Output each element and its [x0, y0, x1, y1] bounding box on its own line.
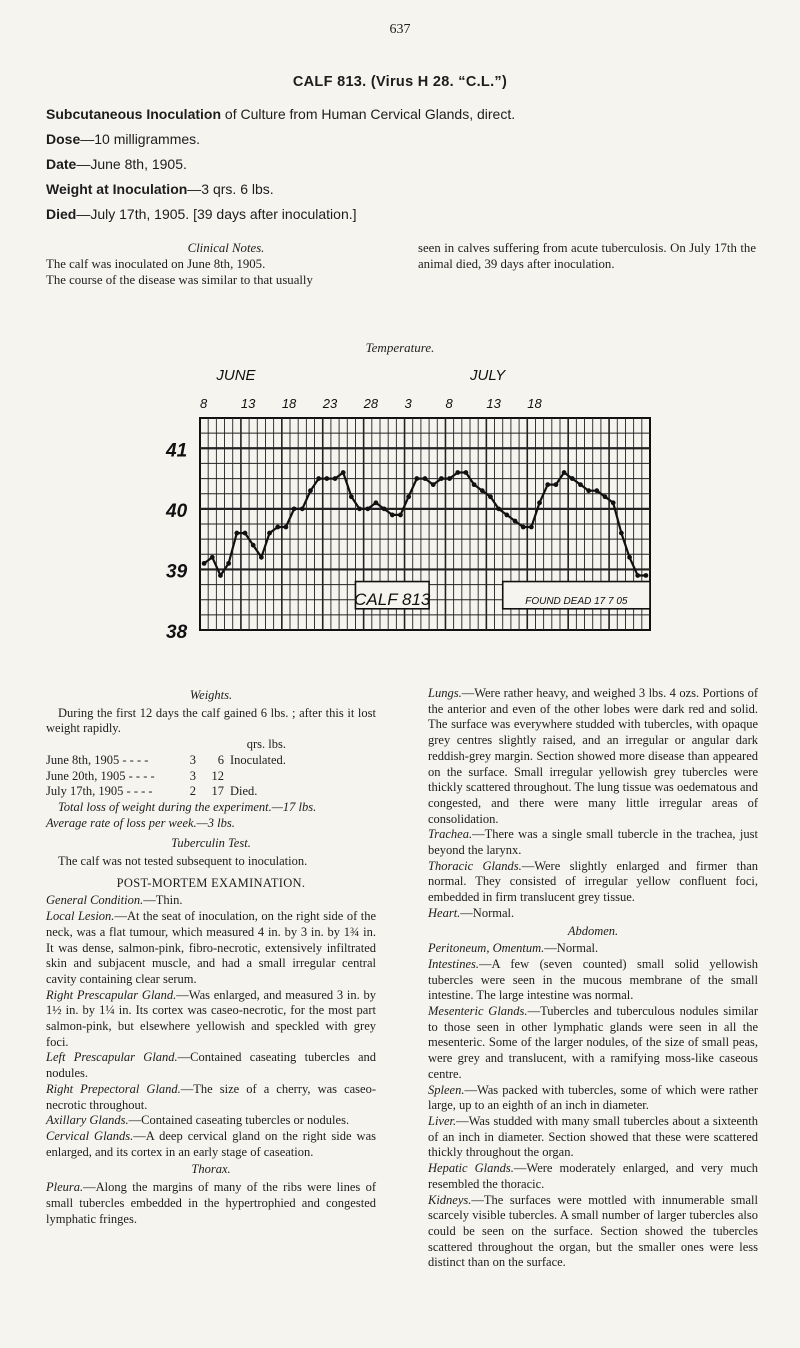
x-tick-label: 13 [486, 396, 501, 411]
spleen: Spleen.—Was packed with tubercles, some of which were rather large, up to an eighth of an inch in diameter. [428, 1082, 758, 1113]
weights-row: June 20th, 1905 - - - - 3 12 [46, 768, 224, 783]
x-tick-label: 8 [445, 396, 453, 411]
temperature-point [259, 555, 264, 560]
temperature-point [635, 573, 640, 578]
temperature-point [627, 555, 632, 560]
temperature-point [488, 494, 493, 499]
trachea: Trachea.—There was a single small tubercle in the trachea, just beyond the larynx. [428, 827, 758, 858]
meta-weight: Weight at Inoculation—3 qrs. 6 lbs. [46, 181, 274, 197]
temperature-point [504, 513, 509, 518]
temperature-point [308, 488, 313, 493]
weights-row: July 17th, 1905 - - - - 2 17 Died. [46, 784, 258, 799]
x-tick-label: 18 [281, 396, 297, 411]
temperature-point [243, 531, 248, 536]
tuberculin-text: The calf was not tested subsequent to inoculation. [58, 854, 308, 869]
x-tick-label: 3 [404, 396, 412, 411]
meta-dose: Dose—10 milligrammes. [46, 131, 201, 147]
meta-date: Date—June 8th, 1905. [46, 156, 187, 172]
clinical-notes-line: The calf was inoculated on June 8th, 1905. [46, 257, 266, 271]
right-prepectoral: Right Prepectoral Gland.—The size of a cherry, was caseo-necrotic throughout. [46, 1081, 376, 1112]
y-tick-label: 39 [166, 561, 188, 583]
temperature-point [611, 500, 616, 505]
temperature-point [210, 555, 215, 560]
temperature-point [578, 482, 583, 487]
total-loss: Total loss of weight during the experiment.—17 lbs. [58, 799, 317, 814]
clinical-notes-left [46, 240, 406, 288]
page-title: CALF 813. (Virus H 28. “C.L.”) [292, 74, 508, 90]
temperature-point [537, 500, 542, 505]
temperature-point [324, 476, 329, 481]
temperature-point [545, 482, 550, 487]
pleura: Pleura.—Along the margins of many of the ribs were lines of small tubercles embedded in the hypertrophied and congested lymphatic fringes. [46, 1180, 376, 1226]
temperature-point [529, 525, 534, 530]
temperature-point [594, 488, 599, 493]
temperature-point [365, 506, 370, 511]
found-dead-label: FOUND DEAD 17 7 05 [525, 595, 628, 607]
kidneys: Kidneys.—The surfaces were mottled with innumerable small scarcely visible tubercles. A small number of larger tubercles also could be seen on the surface. Section showed the tubercles scattered throughout the organ, but the smaller ones were less distinct than on the surface. [428, 1192, 758, 1270]
temperature-point [374, 500, 379, 505]
temperature-point [406, 494, 411, 499]
weights-heading: Weights. [189, 688, 233, 702]
meta-died: Died—July 17th, 1905. [39 days after inoculation.] [46, 206, 357, 222]
meta-inoculation: Subcutaneous Inoculation of Culture from Human Cervical Glands, direct. [46, 106, 516, 122]
temperature-point [267, 531, 272, 536]
temperature-point [357, 506, 362, 511]
temperature-point [390, 513, 395, 518]
right-prescapular: Right Prescapular Gland.—Was enlarged, and measured 3 in. by 1½ in. by 1¼ in. Its cortex was caseo-necrotic, for the most part salmon-pink, but elsewhere yellowish and speckled with grey foci. [46, 987, 376, 1049]
temperature-point [644, 573, 649, 578]
y-tick-label: 40 [166, 500, 188, 522]
liver: Liver.—Was studded with many small tubercles about a sixteenth of an inch in diameter. Section showed that these were scattered thickly throughout the organ. [428, 1113, 758, 1160]
temperature-point [554, 482, 559, 487]
abdomen-heading: Abdomen. [567, 923, 619, 938]
x-tick-label: 13 [240, 396, 256, 411]
cervical-glands: Cervical Glands.—A deep cervical gland on the right side was enlarged, and its cortex in an early stage of caseation. [46, 1128, 376, 1159]
temperature-point [234, 531, 239, 536]
chart-annotations [354, 582, 650, 609]
weights-cols: qrs. lbs. [246, 737, 286, 752]
temperature-point [218, 573, 223, 578]
postmortem-heading: POST-MORTEM EXAMINATION. [116, 875, 306, 890]
axillary-glands: Axillary Glands.—Contained caseating tubercles or nodules. [46, 1113, 350, 1128]
y-tick-label: 41 [166, 440, 188, 462]
temperature-point [603, 494, 608, 499]
heart: Heart.—Normal. [428, 905, 515, 920]
local-lesion: Local Lesion.—At the seat of inoculation, on the right side of the neck, was a flat tumour, which measured 4 in. by 3 in. by 1¾ in. It was dense, salmon-pink, fibro-necrotic, extensively infiltrated skin and subjacent muscle, and had a small irregular central cavity containing clear serum. [46, 909, 377, 986]
temperature-point [398, 513, 403, 518]
temperature-point [202, 561, 207, 566]
thoracic-glands: Thoracic Glands.—Were slightly enlarged and firmer than normal. They consisted of irregular yellow confluent foci, embedded in firm translucent grey tissue. [428, 858, 758, 905]
weights-row: June 8th, 1905 - - - - 3 6 Inoculated. [46, 752, 286, 767]
temperature-point [341, 470, 346, 475]
temperature-point [414, 476, 419, 481]
temperature-point [521, 525, 526, 530]
temperature-chart [0, 358, 800, 670]
y-tick-label: 38 [166, 622, 188, 643]
temperature-point [300, 506, 305, 511]
month-label: JULY [470, 367, 506, 384]
temperature-point [586, 488, 591, 493]
intestines: Intestines.—A few (seven counted) small solid yellowish tubercles were seen in the mucous membrane of the small intestine. The large intestine was normal. [428, 956, 758, 1003]
lungs: Lungs.—Were rather heavy, and weighed 3 lbs. 4 ozs. Portions of the anterior and even of the other lobes were dark red and solid. The surface was everywhere studded with tubercles, with opaque grey centres slightly raised, and an irregular or angular dark reddish-grey margin. Section showed more disease than appeared on the surface. Small irregular yellowish grey tubercles were thickly scattered throughout. The lung tissue was oedematous and congested, and there were many little irregular areas of consolidation. [428, 686, 758, 826]
general-condition: General Condition.—Thin. [46, 893, 183, 908]
month-label: JUNE [216, 367, 256, 384]
temperature-point [226, 561, 231, 566]
temperature-point [496, 506, 501, 511]
temperature-point [570, 476, 575, 481]
clinical-notes-right: seen in calves suffering from acute tuberculosis. On July 17th the animal died, 39 days after inoculation. [418, 241, 756, 271]
chart-title: Temperature. [365, 340, 435, 355]
clinical-notes-heading: Clinical Notes. [187, 241, 265, 255]
weights-intro: During the first 12 days the calf gained 6 lbs. ; after this it lost weight rapidly. [46, 705, 376, 736]
temperature-point [447, 476, 452, 481]
temperature-point [619, 531, 624, 536]
temperature-point [316, 476, 321, 481]
temperature-point [284, 525, 289, 530]
temperature-point [562, 470, 567, 475]
temperature-point [275, 525, 280, 530]
x-tick-label: 23 [322, 396, 338, 411]
mesenteric-glands: Mesenteric Glands.—Tubercles and tuberculous nodules similar to those seen in other lymphatic glands were seen in all the mesenteric. Some of the larger nodules, of the size of small peas, were grey and translucent, with a ramifying moss-like caseous centre. [428, 1004, 758, 1081]
temperature-point [292, 506, 297, 511]
temperature-point [382, 506, 387, 511]
clinical-notes-line: The course of the disease was similar to that usually [46, 273, 313, 287]
right-column [428, 686, 758, 1271]
x-tick-label: 18 [527, 396, 542, 411]
temperature-point [349, 494, 354, 499]
left-prescapular: Left Prescapular Gland.—Contained caseating tubercles and nodules. [46, 1050, 376, 1081]
left-column [46, 686, 376, 1227]
thorax-heading: Thorax. [191, 1162, 231, 1177]
temperature-point [431, 482, 436, 487]
peritoneum: Peritoneum, Omentum.—Normal. [428, 941, 599, 956]
calf-label: CALF 813 [354, 589, 431, 609]
average-loss: Average rate of loss per week.—3 lbs. [46, 815, 235, 830]
temperature-point [513, 519, 518, 524]
x-tick-label: 8 [200, 396, 208, 411]
temperature-chart-svg [0, 358, 800, 670]
temperature-point [439, 476, 444, 481]
temperature-point [251, 543, 256, 548]
temperature-point [464, 470, 469, 475]
hepatic-glands: Hepatic Glands.—Were moderately enlarged, and very much resembled the thoracic. [428, 1161, 758, 1191]
temperature-point [455, 470, 460, 475]
temperature-point [480, 488, 485, 493]
temperature-point [472, 482, 477, 487]
temperature-point [423, 476, 428, 481]
page-number: 637 [389, 22, 411, 37]
temperature-point [333, 476, 338, 481]
tuberculin-heading: Tuberculin Test. [171, 836, 251, 851]
x-tick-label: 28 [363, 396, 379, 411]
